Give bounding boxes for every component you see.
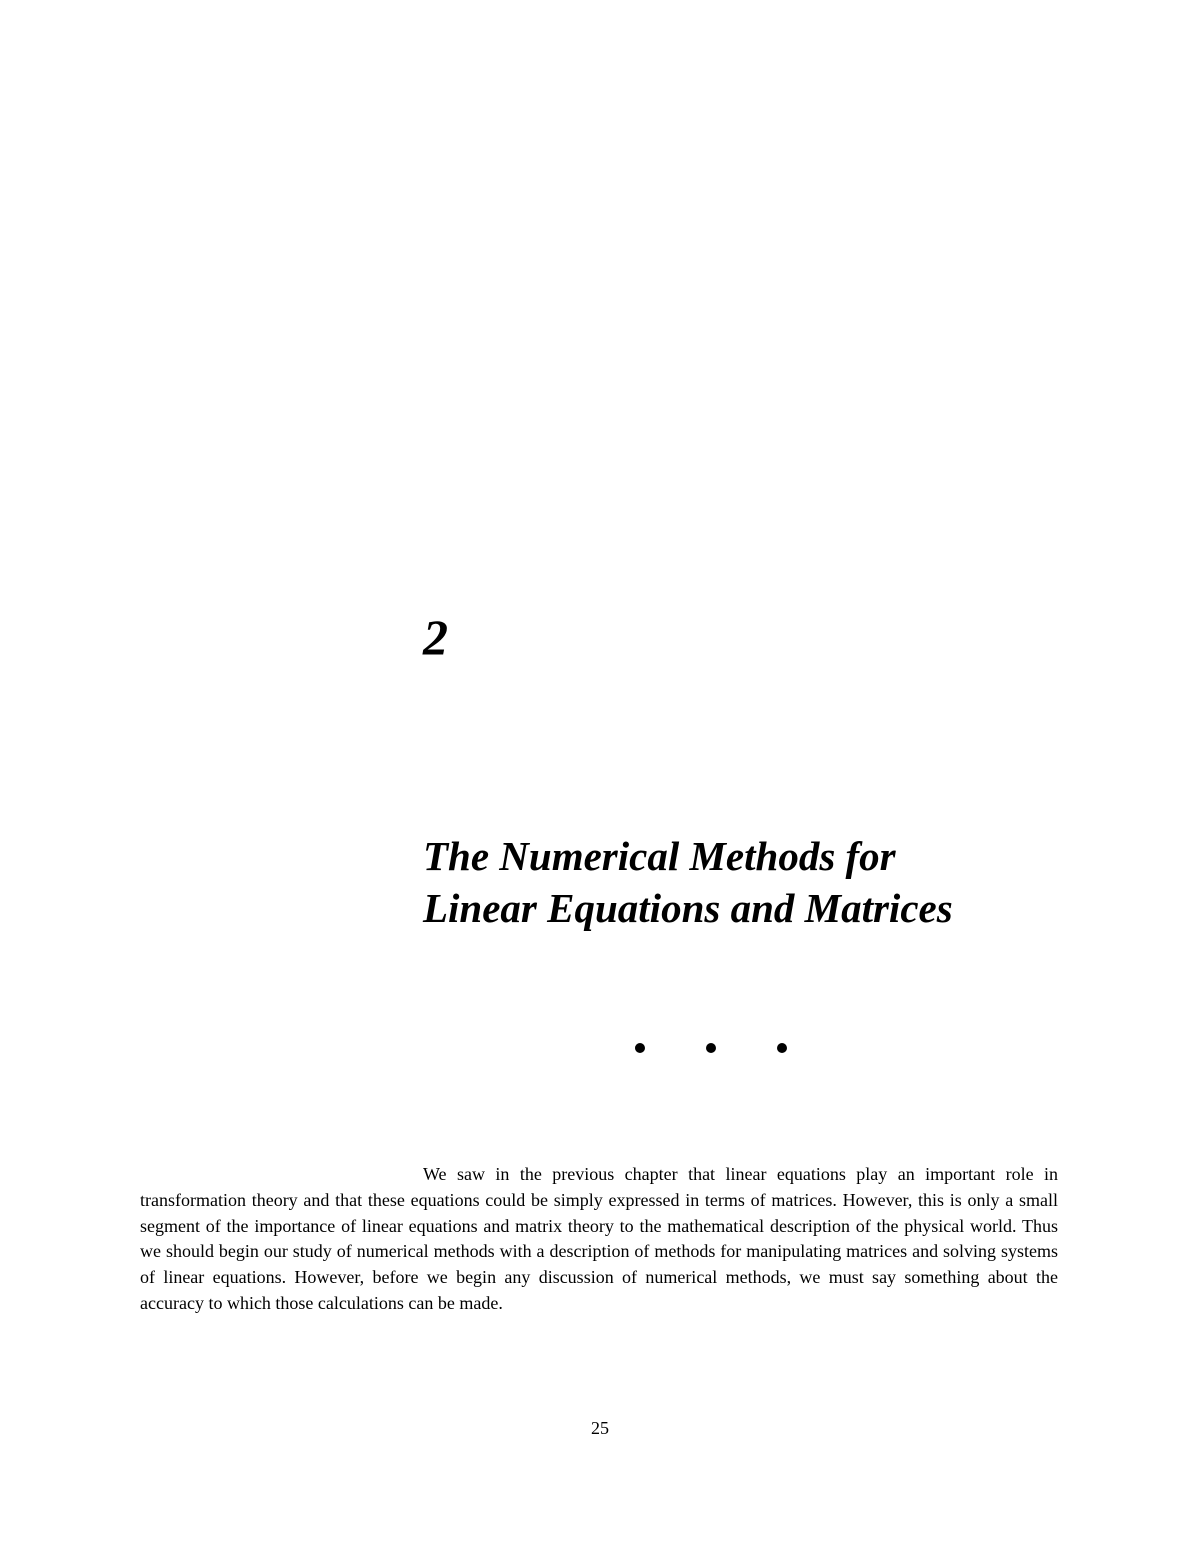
chapter-title <box>423 830 1123 934</box>
chapter-title-line-2: Linear Equations and Matrices <box>423 885 953 931</box>
intro-paragraph: We saw in the previous chapter that linear equations play an important role in transformation theory and that these equations could be simply expressed in terms of matrices. However, this is only a small segment of the importance of linear equations and matrix theory to the mathematical description of the physical world. Thus we should begin our study of numerical methods with a description of methods for manipulating matrices and solving systems of linear equations. However, before we begin any discussion of numerical methods, we must say something about the accuracy to which those calculations can be made. <box>140 1164 1058 1313</box>
section-separator <box>0 1038 1200 1058</box>
separator-dot-3 <box>777 1043 787 1053</box>
separator-dot-1 <box>635 1043 645 1053</box>
page-number: 25 <box>591 1418 609 1438</box>
separator-dot-2 <box>706 1043 716 1053</box>
chapter-number: 2 <box>423 609 448 665</box>
chapter-title-line-1: The Numerical Methods for <box>423 833 896 879</box>
